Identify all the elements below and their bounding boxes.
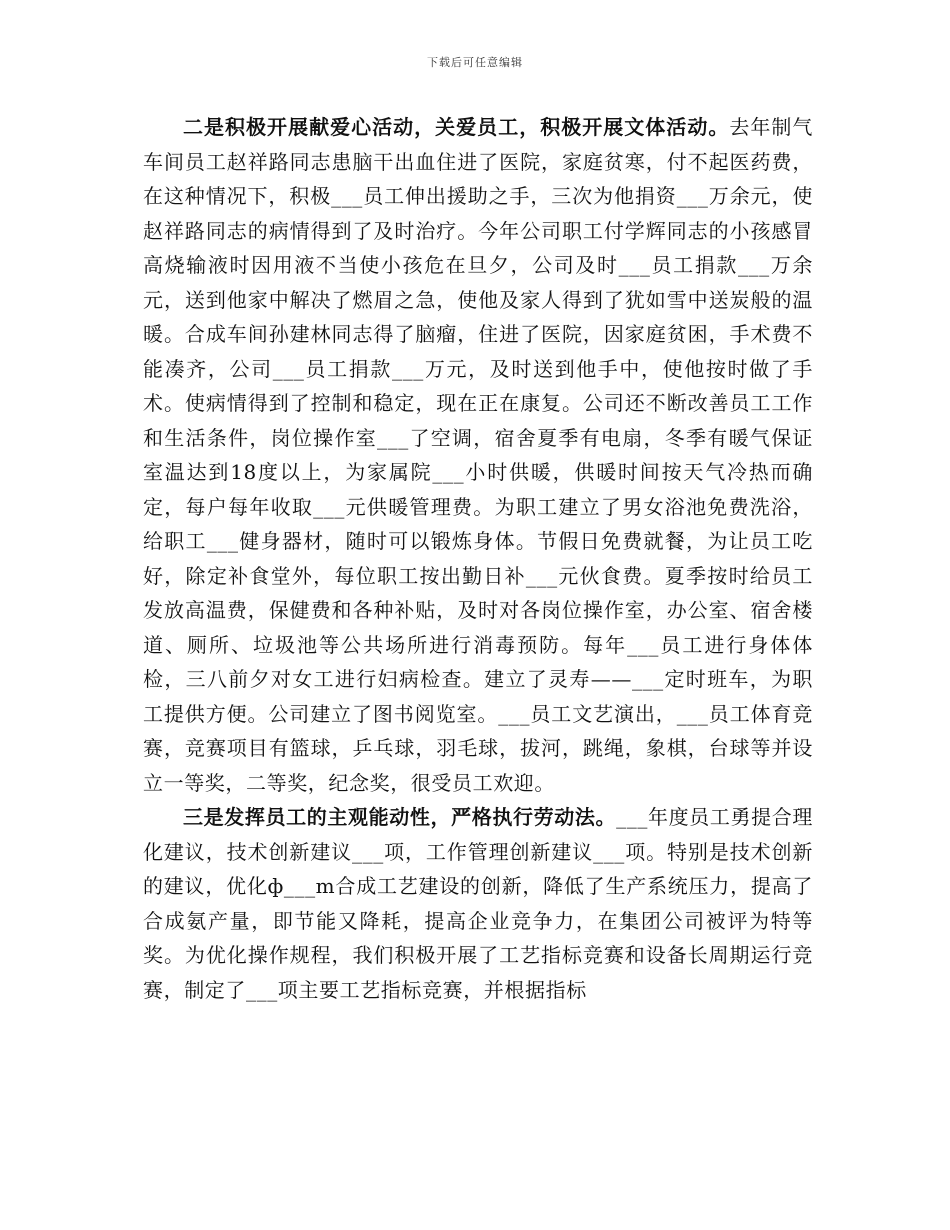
paragraph-3-heading: 三是发挥员工的主观能动性，严格执行劳动法。 xyxy=(183,805,617,829)
page-header: 下载后可任意编辑 xyxy=(427,56,523,69)
document-body xyxy=(143,110,813,1007)
paragraph-2-heading: 二是积极开展献爱心活动，关爱员工，积极开展文体活动。 xyxy=(183,115,730,139)
paragraph-2 xyxy=(143,110,813,800)
paragraph-3-text: ___年度员工勇提合理化建议，技术创新建议___项，工作管理创新建议___项。特别是技术创新的建议，优化ф___m合成工艺建设的创新，降低了生产系统压力，提高了合成氨产量，即节能又降耗，提高企业竞争力，在集团公司被评为特等奖。为优化操作规程，我们积极开展了工艺指标竞赛和设备长周期运行竞赛，制定了___项主要工艺指标竞赛，并根据指标 xyxy=(143,805,813,1002)
paragraph-3 xyxy=(143,800,813,1007)
paragraph-2-text: 去年制气车间员工赵祥路同志患脑干出血住进了医院，家庭贫寒，付不起医药费，在这种情况下，积极___员工伸出援助之手，三次为他捐资___万余元，使赵祥路同志的病情得到了及时治疗。今年公司职工付学辉同志的小孩感冒高烧输液时因用液不当使小孩危在旦夕，公司及时___员工捐款___万余元，送到他家中解决了燃眉之急，使他及家人得到了犹如雪中送炭般的温暖。合成车间孙建林同志得了脑瘤，住进了医院，因家庭贫困，手术费不能凑齐，公司___员工捐款___万元，及时送到他手中，使他按时做了手术。使病情得到了控制和稳定，现在正在康复。公司还不断改善员工工作和生活条件，岗位操作室___了空调，宿舍夏季有电扇，冬季有暖气保证室温达到18度以上，为家属院___小时供暖，供暖时间按天气冷热而确定，每户每年收取___元供暖管理费。为职工建立了男女浴池免费洗浴，给职工___健身器材，随时可以锻炼身体。节假日免费就餐，为让员工吃好，除定补食堂外，每位职工按出勤日补___元伙食费。夏季按时给员工发放高温费，保健费和各种补贴，及时对各岗位操作室，办公室、宿舍楼道、厕所、垃圾池等公共场所进行消毒预防。每年___员工进行身体体检，三八前夕对女工进行妇病检查。建立了灵寿——___定时班车，为职工提供方便。公司建立了图书阅览室。___员工文艺演出，___员工体育竞赛，竞赛项目有篮球，乒乓球，羽毛球，拔河，跳绳，象棋，台球等并设立一等奖，二等奖，纪念奖，很受员工欢迎。 xyxy=(143,115,813,795)
